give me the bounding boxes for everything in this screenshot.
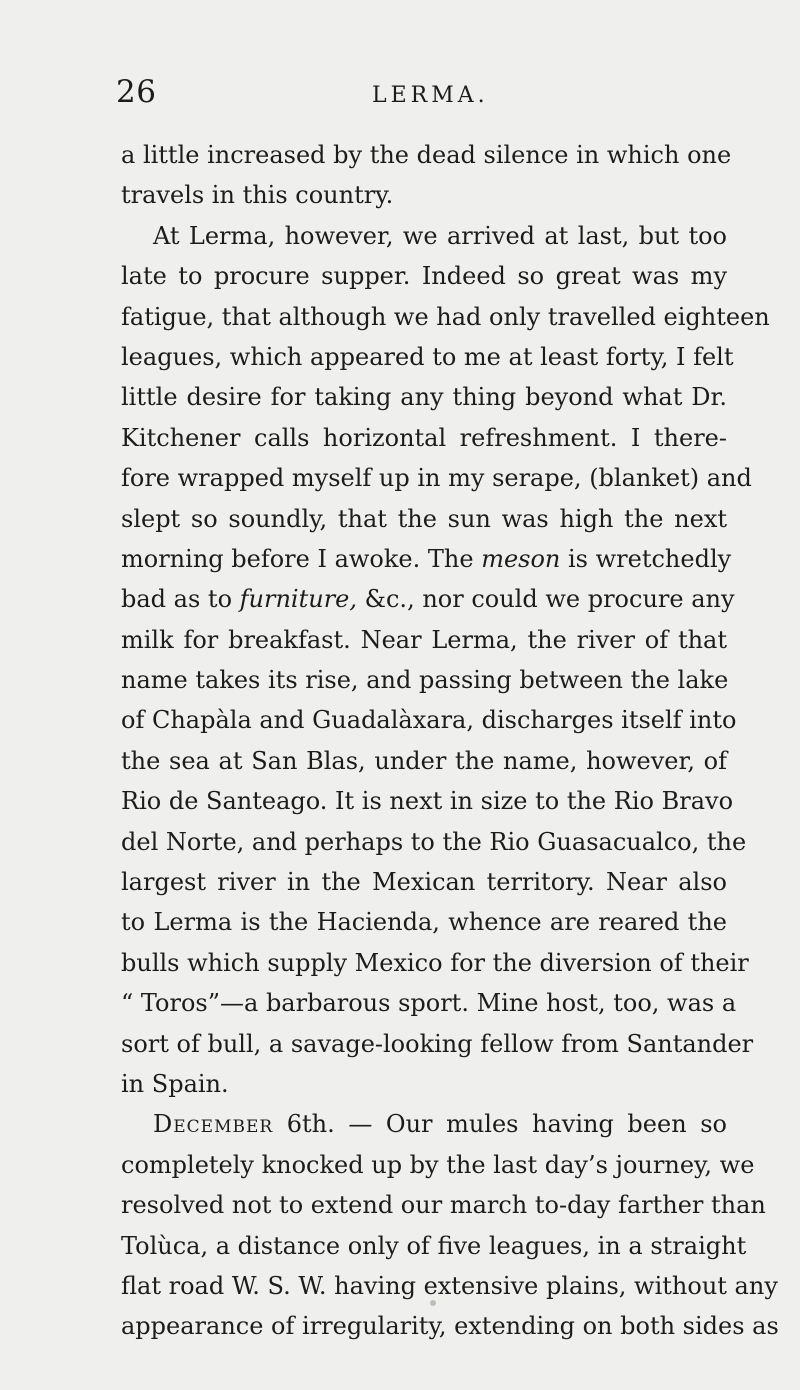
- text-line: flat road W. S. W. having extensive plains, without any: [121, 1271, 778, 1300]
- line-text: 6th. — Our mules having been so: [273, 1110, 727, 1139]
- italic-word: furniture,: [239, 585, 357, 614]
- italic-word: meson: [481, 544, 561, 573]
- text-line: milk for breakfast. Near Lerma, the river of that: [121, 625, 727, 654]
- text-line: sort of bull, a savage-looking fellow from Santander: [121, 1029, 754, 1058]
- text-line: in Spain.: [121, 1069, 229, 1098]
- text-line: leagues, which appeared to me at least forty, I felt: [121, 342, 734, 371]
- text-line: the sea at San Blas, under the name, however, of: [121, 746, 727, 775]
- text-line: [121, 539, 732, 579]
- page-number: 26: [116, 74, 157, 110]
- text-line: At Lerma, however, we arrived at last, but too: [153, 221, 727, 250]
- text-line: bulls which supply Mexico for the diversion of their: [121, 948, 749, 977]
- text-line: fore wrapped myself up in my serape, (blanket) and: [121, 464, 752, 493]
- line-text: morning before I awoke. The: [121, 544, 482, 573]
- text-line: fatigue, that although we had only travelled eighteen: [121, 302, 770, 331]
- text-line: travels in this country.: [121, 181, 394, 210]
- line-text: is wretchedly: [560, 544, 732, 573]
- text-line: “ Toros”—a barbarous sport. Mine host, too, was a: [121, 989, 737, 1018]
- text-line: little desire for taking any thing beyond what Dr.: [121, 383, 727, 412]
- text-line: name takes its rise, and passing between the lake: [121, 666, 729, 695]
- text-line: Tolùca, a distance only of five leagues, in a straight: [121, 1231, 747, 1260]
- text-line: resolved not to extend our march to-day farther than: [121, 1191, 766, 1220]
- paper-speck: [430, 1300, 436, 1306]
- text-line: a little increased by the dead silence in which one: [121, 141, 732, 169]
- text-line: Rio de Santeago. It is next in size to the Rio Bravo: [121, 787, 734, 816]
- text-line: [121, 1104, 727, 1144]
- date-heading: December: [153, 1110, 274, 1139]
- text-line: slept so soundly, that the sun was high the next: [121, 504, 727, 533]
- text-line: to Lerma is the Hacienda, whence are reared the: [121, 908, 727, 937]
- running-head: LERMA.: [372, 83, 489, 108]
- line-text: bad as to: [121, 585, 240, 614]
- body-text: [121, 135, 779, 1347]
- text-line: of Chapàla and Guadalàxara, discharges itself into: [121, 706, 737, 735]
- text-line: [121, 579, 735, 619]
- text-line: appearance of irregularity, extending on both sides as: [121, 1312, 779, 1341]
- text-line: completely knocked up by the last day’s journey, we: [121, 1150, 755, 1179]
- line-text: &c., nor could we procure any: [357, 585, 735, 614]
- text-line: Kitchener calls horizontal refreshment. I there-: [121, 423, 727, 452]
- text-line: largest river in the Mexican territory. Near also: [121, 868, 727, 897]
- text-line: late to procure supper. Indeed so great was my: [121, 262, 727, 291]
- text-line: del Norte, and perhaps to the Rio Guasacualco, the: [121, 827, 747, 856]
